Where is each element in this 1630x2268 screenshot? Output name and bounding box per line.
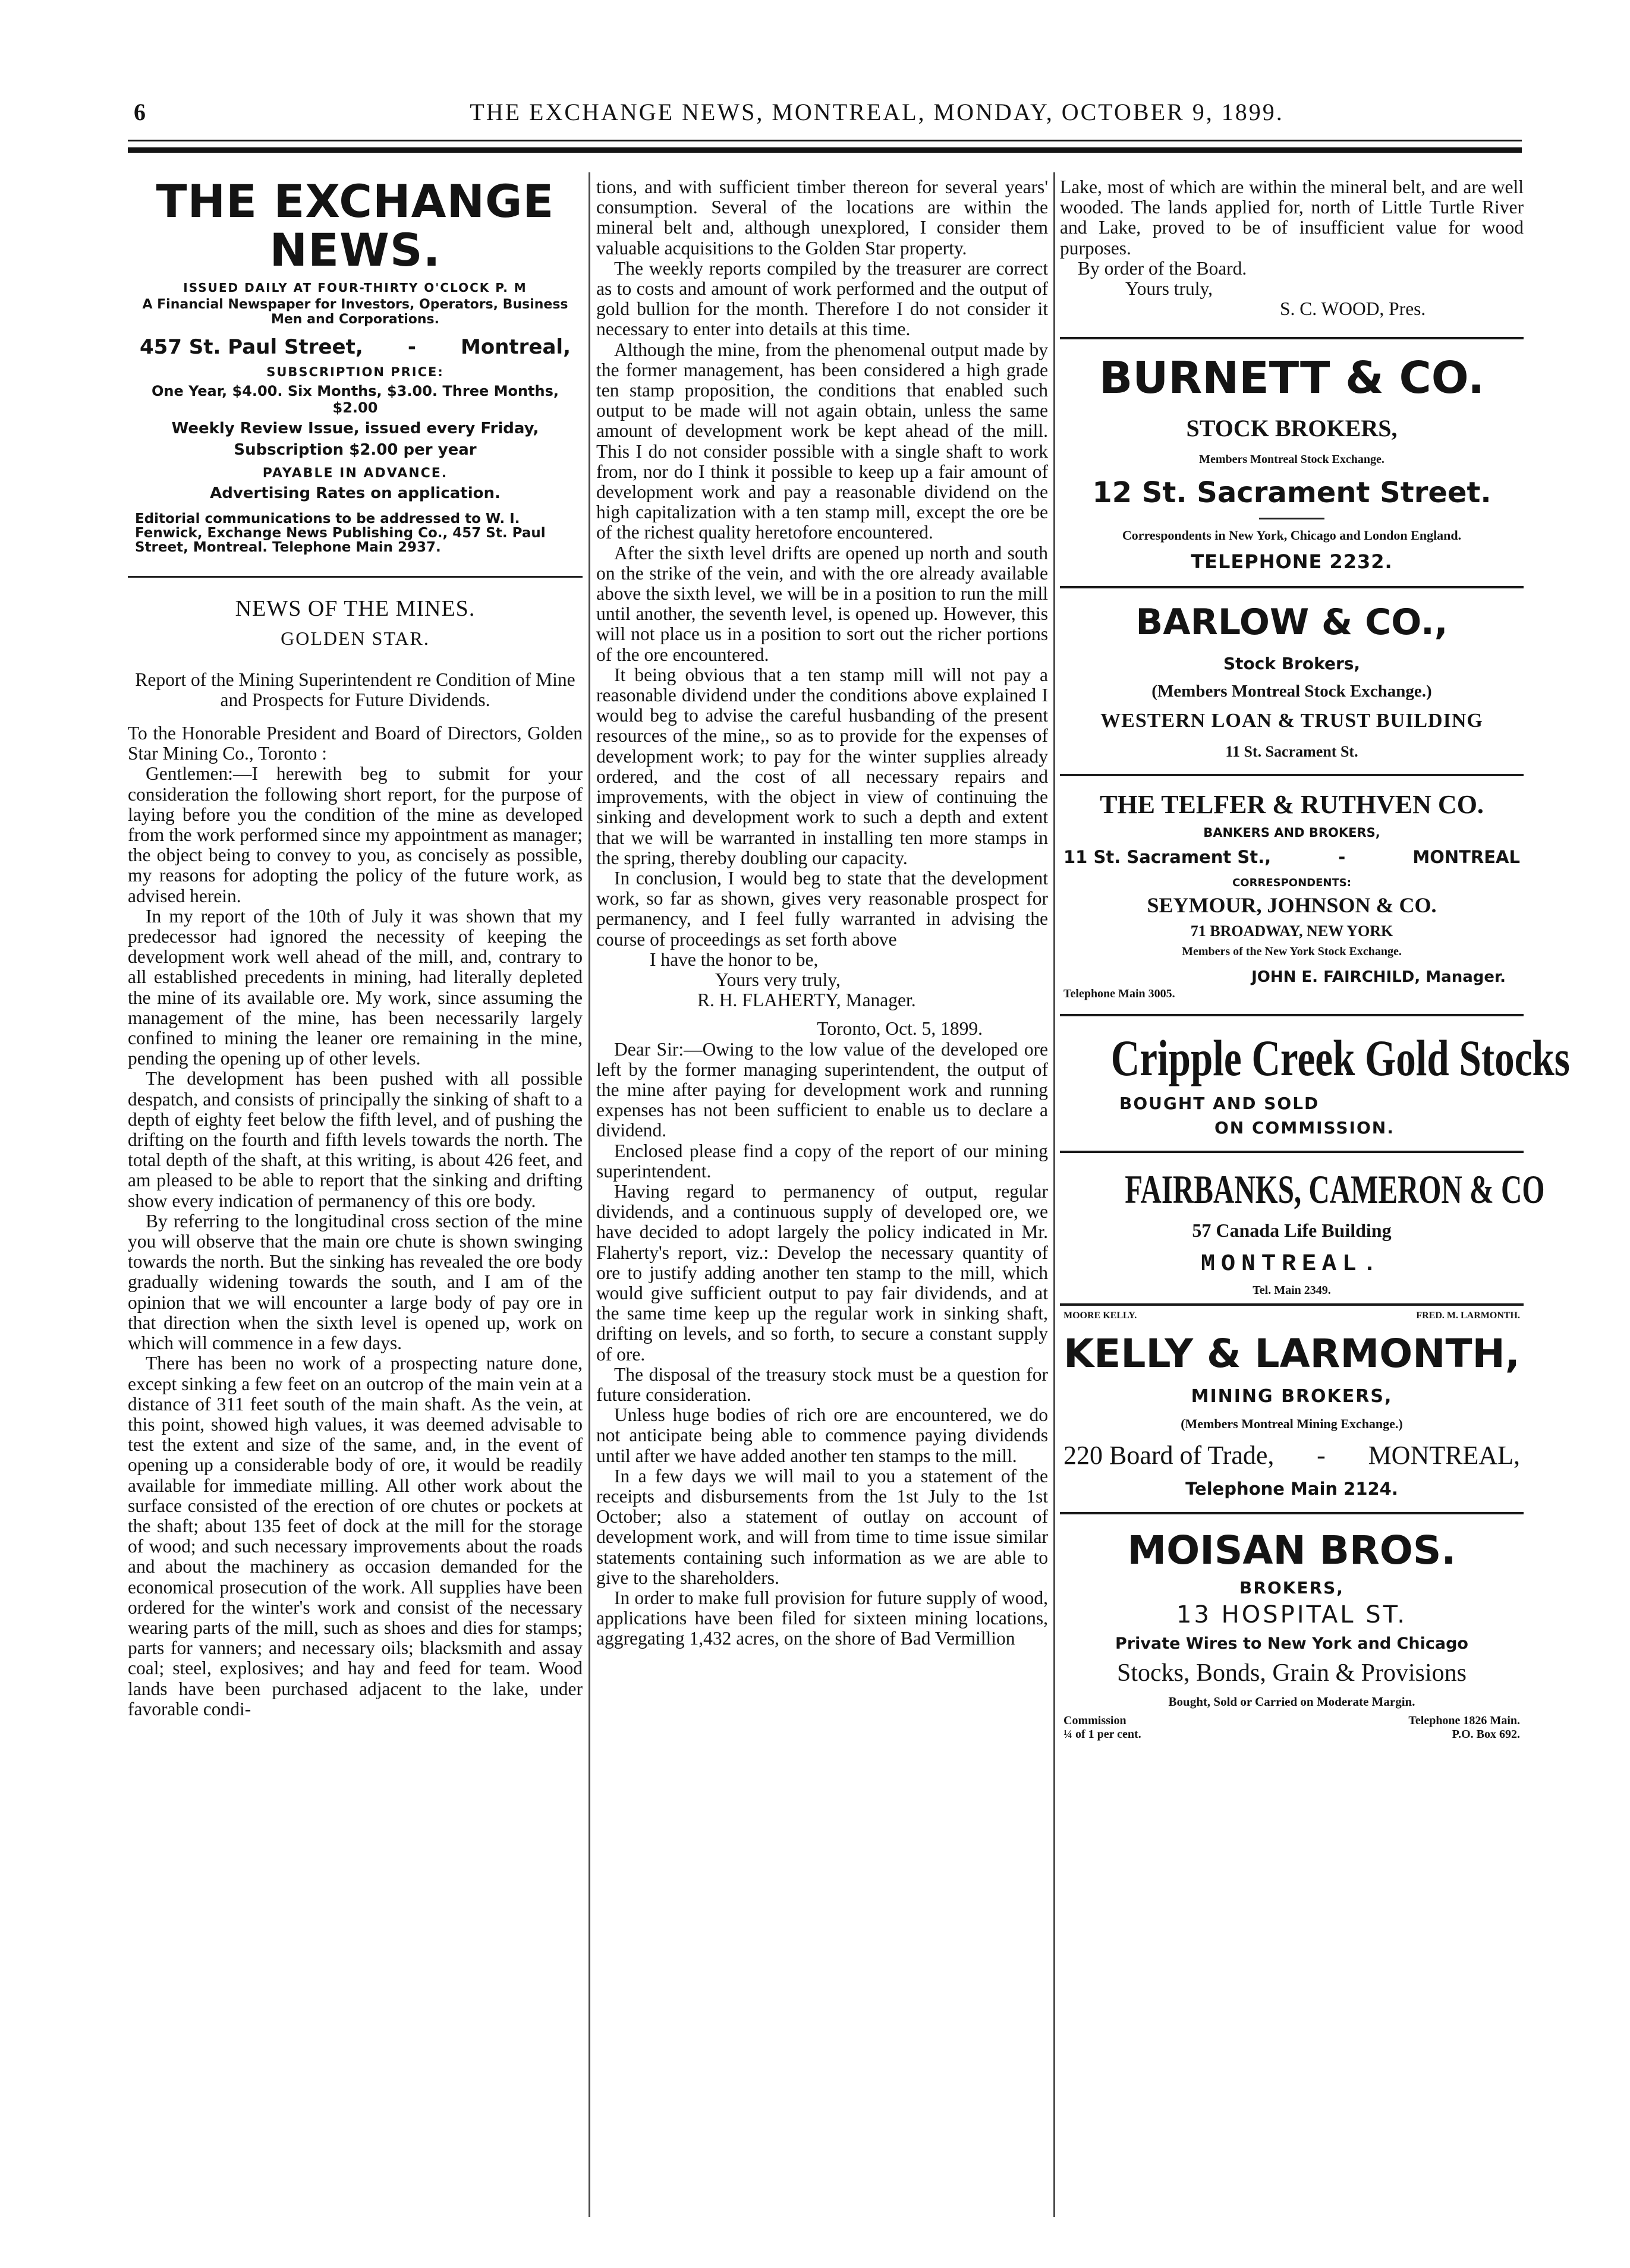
ad-telfer-telephone: Telephone Main 3005.	[1063, 987, 1175, 1001]
ad-telfer-name: THE TELFER & RUTHVEN CO.	[1100, 790, 1484, 820]
ad-moisan-commission-block	[1063, 1714, 1141, 1741]
ad-moisan-commission-head: Commission	[1063, 1714, 1126, 1728]
board-order-sign: S. C. WOOD, Pres.	[1280, 298, 1426, 320]
article-paragraph: Enclosed please find a copy of the report of our mining superintendent.	[596, 1140, 1048, 1182]
ad-moisan-wires: Private Wires to New York and Chicago	[1115, 1634, 1468, 1653]
masthead-weekly: Weekly Review Issue, issued every Friday,	[171, 420, 539, 437]
article-paragraph: Lake, most of which are within the mineral belt, and are well wooded. The lands applied for, north of Little Turtle River and Lake, proved to be of insufficient value for wood purposes.	[1060, 177, 1524, 259]
masthead-address-street: 457 St. Paul Street,	[140, 335, 363, 359]
ad-rule	[1060, 1512, 1524, 1514]
article-headline: Report of the Mining Superintendent re Condition of Mine and Prospects for Future Dividends.	[135, 669, 575, 710]
ad-moisan-telephone: Telephone 1826 Main.	[1408, 1714, 1520, 1728]
article-paragraph: By referring to the longitudinal cross section of the mine you will observe that the main ore chute is shown swinging towards the north. But the sinking has revealed the ore body gradually widening towards the south, and I am of the opinion that we will encounter a large body of pay ore in that direction when the sixth level is opened up, work on which will commence in a few days.	[128, 1210, 583, 1354]
masthead-address	[128, 335, 583, 359]
page-header-title: THE EXCHANGE NEWS, MONTREAL, MONDAY, OCTOBER 9, 1899.	[470, 99, 1284, 125]
letter-closing-2: Yours very truly,	[715, 969, 841, 990]
article-paragraph: Gentlemen:—I herewith beg to submit for your consideration the following short report, for the purpose of laying before you the condition of the mine as developed from the work performed since my appointment as manager; the object being to convey to you, as concisely as possible, my reasons for adopting the policy of the future work, as advised herein.	[128, 763, 583, 906]
ad-cripple-line1: BOUGHT AND SOLD	[1119, 1094, 1320, 1114]
column-3	[1060, 177, 1570, 2228]
article-paragraph: In my report of the 10th of July it was shown that my predecessor had ignored the necessity of keeping the development work well ahead of the mill, and, contrary to all established precedents in mining, had literally depleted the mine of its available ore. My work, since assuming the management of the mine, has been necessarily largely confined to mining the leaner ore remaining in the mine, pending the opening up of other levels.	[128, 905, 583, 1069]
masthead-editorial: Editorial communications to be addressed to W. I. Fenwick, Exchange News Publishing Co., 457 St. Paul Street, Montreal. Telephone Main 2937.	[135, 511, 546, 555]
ad-moisan-type: BROKERS,	[1239, 1578, 1344, 1598]
ad-telfer-corr-members: Members of the New York Stock Exchange.	[1182, 945, 1402, 959]
column-1	[128, 177, 583, 2228]
article-paragraph: The weekly reports compiled by the treasurer are correct as to costs and amount of work performed and the output of gold bullion for the month. Therefore I do not consider it necessary to enter into details at this time.	[596, 257, 1048, 340]
ad-burnett-correspondents: Correspondents in New York, Chicago and London England.	[1122, 528, 1462, 543]
masthead-prices: One Year, $4.00. Six Months, $3.00. Three Months, $2.00	[151, 383, 559, 416]
ad-kelly-telephone: Telephone Main 2124.	[1185, 1479, 1398, 1500]
ad-burnett-telephone: TELEPHONE 2232.	[1191, 550, 1393, 574]
ad-moisan-address: 13 HOSPITAL ST.	[1176, 1601, 1407, 1629]
article-paragraph: In order to make full provision for future supply of wood, applications have been filed for sixteen mining locations, aggregating 1,432 acres, on the shore of Bad Vermillion	[596, 1587, 1048, 1649]
article-paragraph: In conclusion, I would beg to state that the development work, so far as shown, gives very reasonable prospect for permanency, and I feel fully warranted in advising the course of proceedings as set forth above	[596, 867, 1048, 950]
page-number: 6	[134, 99, 147, 125]
article-paragraph: Dear Sir:—Owing to the low value of the developed ore left by the former managing superintendent, the output of the mine after paying for development work and running expenses has not been sufficient to enable us to declare a dividend.	[596, 1038, 1048, 1141]
ad-cripple-creek	[1060, 1029, 1570, 1138]
letter-closing: I have the honor to be,	[650, 949, 819, 970]
ad-kelly-partners	[1060, 1311, 1524, 1321]
ad-cripple-title: Cripple Creek Gold Stocks	[1110, 1029, 1570, 1087]
letter-signature: R. H. FLAHERTY, Manager.	[697, 990, 916, 1011]
article-paragraph: The disposal of the treasury stock must be a question for future consideration.	[596, 1363, 1048, 1405]
masthead-payable: PAYABLE IN ADVANCE.	[262, 466, 448, 481]
ad-telfer-address	[1060, 847, 1524, 867]
subsection-heading: GOLDEN STAR.	[281, 628, 430, 649]
ad-kelly-type: MINING BROKERS,	[1191, 1386, 1393, 1407]
masthead-tagline: A Financial Newspaper for Investors, Operators, Business Men and Corporations.	[142, 297, 568, 327]
ad-kelly-address	[1060, 1440, 1524, 1470]
masthead-issued: ISSUED DAILY AT FOUR-THIRTY O'CLOCK P. M	[183, 281, 527, 295]
column-rule	[589, 172, 590, 2217]
letter2-date: Toronto, Oct. 5, 1899.	[817, 1018, 983, 1040]
ad-kelly-members: (Members Montreal Mining Exchange.)	[1181, 1416, 1403, 1432]
ad-fairbanks-telephone: Tel. Main 2349.	[1253, 1284, 1331, 1297]
header-rule-thick	[128, 147, 1522, 153]
article-paragraph: In a few days we will mail to you a statement of the receipts and disbursements from the 1st July to the 1st October; also a statement of outlay on account of development work, and will from time to time issue similar statements containing such information as we are able to give to the shareholders.	[596, 1465, 1048, 1588]
masthead-advertising: Advertising Rates on application.	[210, 484, 501, 502]
ad-burnett	[1060, 352, 1524, 573]
article-paragraph: The development has been pushed with all possible despatch, and consists of principally the sinking of shaft to a depth of eighty feet below the fifth level, and of pushing the drifting on the fourth and fifth levels towards the north. The total depth of the shaft, at this writing, is about 426 feet, and am pleased to be able to report that the sinking and drifting show every indication of permanency of this ore body.	[128, 1068, 583, 1211]
masthead-address-dash: -	[407, 335, 416, 359]
masthead-subscription-head: SUBSCRIPTION PRICE:	[266, 365, 444, 379]
masthead-rule	[128, 576, 583, 578]
ad-rule	[1060, 1151, 1524, 1153]
ad-fairbanks-name: FAIRBANKS, CAMERON & CO	[1125, 1167, 1545, 1212]
ad-barlow-building: WESTERN LOAN & TRUST BUILDING	[1100, 710, 1483, 732]
masthead-block	[128, 281, 583, 555]
ad-kelly-dash: -	[1317, 1441, 1326, 1470]
article-paragraph: Having regard to permanency of output, regular dividends, and a continuous supply of developed ore, we have decided to adopt largely the policy indicated in Mr. Flaherty's report, viz.: Develop the necessary quantity of ore to justify adding another ten stamp to the mill, which would give sufficient output to pay fair dividends, and at the same time keep up the regular work in sinking shaft, drifting on levels, and so forth, to secure a constant supply of ore.	[596, 1180, 1048, 1365]
ad-fairbanks-address: 57 Canada Life Building	[1192, 1220, 1392, 1242]
ad-telfer-manager: JOHN E. FAIRCHILD, Manager.	[1251, 968, 1506, 987]
ad-cripple-line2: ON COMMISSION.	[1214, 1118, 1395, 1138]
board-order-close: Yours truly,	[1125, 278, 1213, 300]
ad-moisan-margin: Bought, Sold or Carried on Moderate Margin.	[1168, 1694, 1415, 1709]
ad-telfer-type: BANKERS AND BROKERS,	[1203, 826, 1380, 840]
article-paragraph: It being obvious that a ten stamp mill will not pay a reasonable dividend under the conditions above explained I would beg to advise the careful husbanding of the present resources of the mine,, so as to provide for the expenses of development work; to pay for the winter supplies already ordered, and the cost of all necessary repairs and improvements, with the object in view of continuing the sinking and development work to such a depth and extent that we will be warranted in installing ten more stamps in the spring, thereby doubling our capacity.	[596, 664, 1048, 868]
ad-divider	[1259, 518, 1324, 519]
ad-moisan-goods: Stocks, Bonds, Grain & Provisions	[1116, 1659, 1467, 1687]
header-rule-thin	[128, 140, 1522, 141]
ad-telfer-street: 11 St. Sacrament St.,	[1063, 847, 1272, 868]
ad-kelly-street: 220 Board of Trade,	[1063, 1441, 1275, 1470]
ad-rule	[1060, 586, 1524, 588]
ad-rule	[1060, 337, 1524, 339]
page-header	[134, 98, 1519, 134]
ad-rule	[1060, 1303, 1524, 1306]
ad-moisan-footer	[1060, 1714, 1524, 1741]
section-heading: NEWS OF THE MINES.	[235, 596, 476, 621]
ad-kelly-name: KELLY & LARMONTH,	[1063, 1331, 1520, 1377]
ad-telfer-corr-addr: 71 BROADWAY, NEW YORK	[1190, 922, 1393, 940]
ad-moisan-box: P.O. Box 692.	[1452, 1728, 1520, 1741]
ad-kelly-right-name: FRED. M. LARMONTH.	[1416, 1311, 1520, 1321]
ad-moisan-commission: ¼ of 1 per cent.	[1063, 1728, 1141, 1741]
article-paragraph: There has been no work of a prospecting nature done, except sinking a few feet on an outcrop of the main vein at a distance of 311 feet south of the main shaft. As the vein, at this point, showed high values, it was deemed advisable to test the extent and size of the same, and, in the event of opening up a considerable body of ore, it would be readily available for immediate milling. All other work about the surface consisted of the erection of ore chutes or pockets at the shaft; about 135 feet of dock at the mill for the storage of wood; and such necessary improvements about the roads and about the machinery as occasion demanded for the economical prosecution of the work. All supplies have been ordered for the winter's work and consist of the necessary wearing parts of the mill, such as shoes and dies for stamps; parts for vanners; and necessary oils; blacksmith and assay coal; steel, explosives; and hay and feed for team. Wood lands have been purchased adjacent to the lake, under favorable condi-	[128, 1353, 583, 1719]
article-paragraph: Although the mine, from the phenomenal output made by the former management, has been considered a high grade ten stamp proposition, the conditions that enabled such output to be made will not again obtain, unless the same amount of development work be kept ahead of the mill. This I do not consider possible with a single shaft to work from, nor do I think it possible to keep up a fair amount of development work and pay a reasonable dividend on the high capitalization with a ten stamp mill, except the ore be of the richest quality heretofore encountered.	[596, 339, 1048, 543]
ad-barlow-address: 11 St. Sacrament St.	[1225, 743, 1358, 761]
ad-burnett-members: Members Montreal Stock Exchange.	[1199, 453, 1384, 467]
ad-burnett-type: STOCK BROKERS,	[1186, 415, 1398, 442]
ad-telfer-corr-name: SEYMOUR, JOHNSON & CO.	[1147, 893, 1437, 918]
ad-rule	[1060, 1014, 1524, 1016]
ad-barlow-type: Stock Brokers,	[1223, 654, 1361, 674]
ad-telfer	[1060, 789, 1524, 1001]
masthead-title: THE EXCHANGE NEWS.	[156, 175, 555, 276]
masthead-address-city: Montreal,	[461, 335, 571, 359]
ad-moisan-telephone-block	[1408, 1714, 1520, 1741]
ad-moisan-name: MOISAN BROS.	[1127, 1527, 1456, 1574]
article-paragraph: To the Honorable President and Board of Directors, Golden Star Mining Co., Toronto :	[128, 723, 583, 764]
ad-telfer-corr-head: CORRESPONDENTS:	[1232, 877, 1351, 890]
ad-barlow-name: BARLOW & CO.,	[1135, 601, 1448, 644]
ad-telfer-dash: -	[1338, 847, 1346, 868]
ad-burnett-name: BURNETT & CO.	[1099, 352, 1485, 404]
article-paragraph: Unless huge bodies of rich ore are encountered, we do not anticipate being able to commence paying dividends until after we have added another ten stamps to the mill.	[596, 1404, 1048, 1466]
article-paragraph: tions, and with sufficient timber thereon for several years' consumption. Several of the locations are within the mineral belt and, although unexplored, I consider them valuable acquisitions to the Golden Star property.	[596, 177, 1048, 259]
column-rule	[1053, 172, 1055, 2217]
ad-fairbanks	[1060, 1166, 1545, 1297]
board-order: By order of the Board.	[1078, 257, 1247, 279]
ad-barlow-members: (Members Montreal Stock Exchange.)	[1151, 682, 1432, 701]
ad-kelly	[1060, 1311, 1524, 1499]
ad-kelly-left-name: MOORE KELLY.	[1063, 1311, 1137, 1321]
ad-telfer-city: MONTREAL	[1412, 847, 1520, 868]
masthead-weekly-price: Subscription $2.00 per year	[234, 441, 477, 459]
ad-fairbanks-city: MONTREAL.	[1200, 1251, 1383, 1278]
ad-moisan	[1060, 1527, 1524, 1741]
ad-barlow	[1060, 601, 1524, 761]
column-2	[596, 177, 1048, 2228]
ad-burnett-address: 12 St. Sacrament Street.	[1092, 476, 1491, 510]
ad-rule	[1060, 774, 1524, 776]
article-paragraph: After the sixth level drifts are opened up north and south on the strike of the vein, and with the ore already available above the sixth level, we will be in a position to run the mill until another, the seventh level, is opened up. However, this will not place us in a position to sort out the richer portions of the ore encountered.	[596, 542, 1048, 665]
ad-kelly-city: MONTREAL,	[1368, 1441, 1520, 1470]
